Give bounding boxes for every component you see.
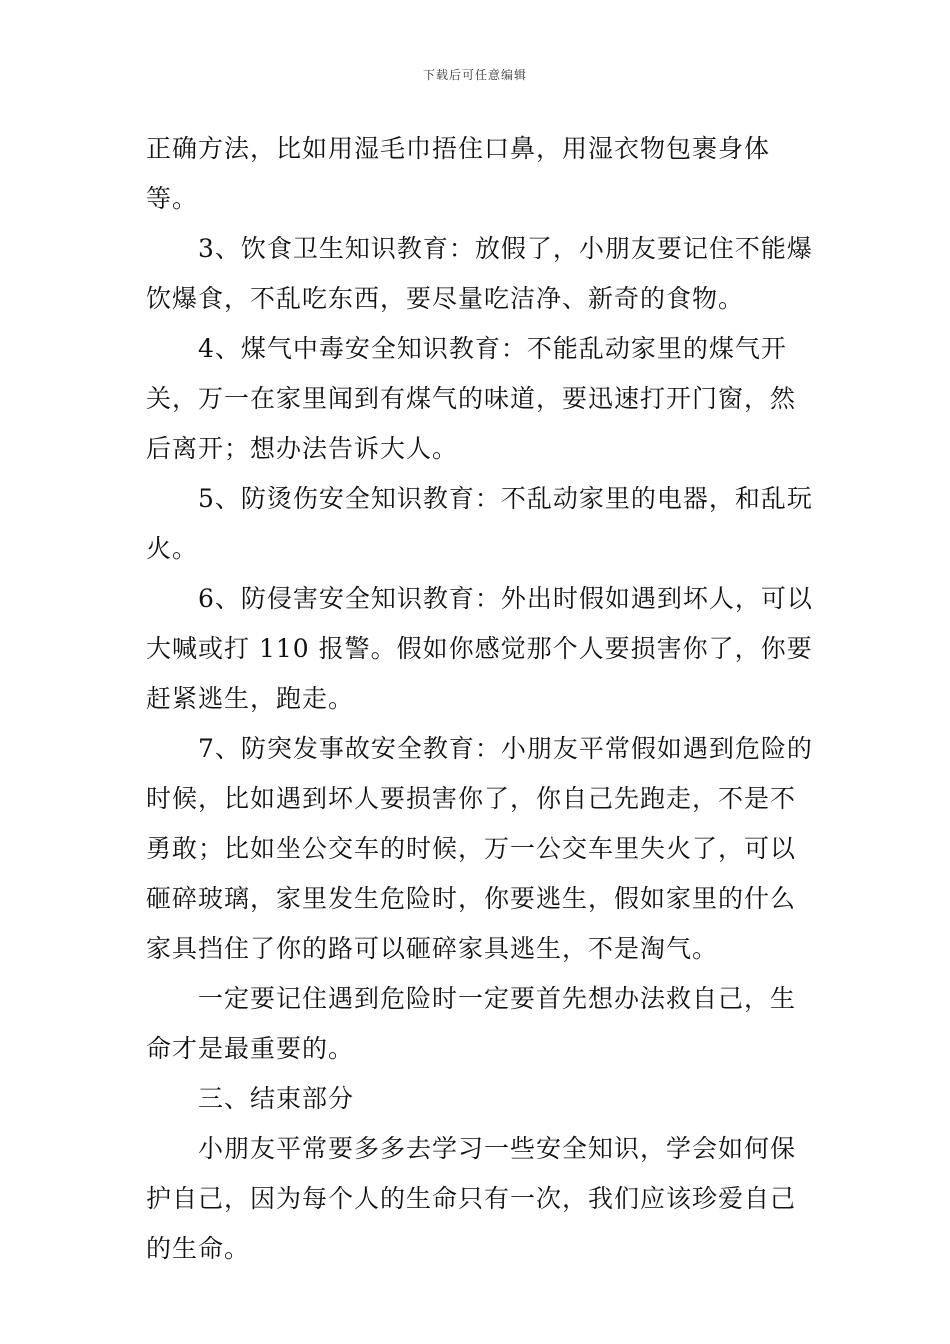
paragraph-2: 3、饮食卫生知识教育：放假了，小朋友要记住不能爆饮爆食，不乱吃东西，要尽量吃洁净、新奇的食物。 xyxy=(146,234,813,313)
paragraph-8: 小朋友平常要多多去学习一些安全知识，学会如何保护自己，因为每个人的生命只有一次，我们应该珍爱自己的生命。 xyxy=(146,1134,797,1263)
paragraph-5: 6、防侵害安全知识教育：外出时假如遇到坏人，可以大喊或打 110 报警。假如你感觉那个人要损害你了，你要赶紧逃生，跑走。 xyxy=(146,584,813,713)
section-heading: 三、结束部分 xyxy=(198,1084,355,1113)
document-body xyxy=(146,124,816,1274)
paragraph-3: 4、煤气中毒安全知识教育：不能乱动家里的煤气开关，万一在家里闻到有煤气的味道，要迅速打开门窗，然后离开；想办法告诉大人。 xyxy=(146,334,797,463)
paragraph-7: 一定要记住遇到危险时一定要首先想办法救自己，生命才是最重要的。 xyxy=(146,984,797,1063)
paragraph-6: 7、防突发事故安全教育：小朋友平常假如遇到危险的时候，比如遇到坏人要损害你了，你自己先跑走，不是不勇敢；比如坐公交车的时候，万一公交车里失火了，可以砸碎玻璃，家里发生危险时，你要逃生，假如家里的什么家具挡住了你的路可以砸碎家具逃生，不是淘气。 xyxy=(146,734,813,963)
page-header: 下载后可任意编辑 xyxy=(422,68,527,82)
paragraph-1: 正确方法，比如用湿毛巾捂住口鼻，用湿衣物包裹身体等。 xyxy=(146,134,771,213)
paragraph-4: 5、防烫伤安全知识教育：不乱动家里的电器，和乱玩火。 xyxy=(146,484,813,563)
